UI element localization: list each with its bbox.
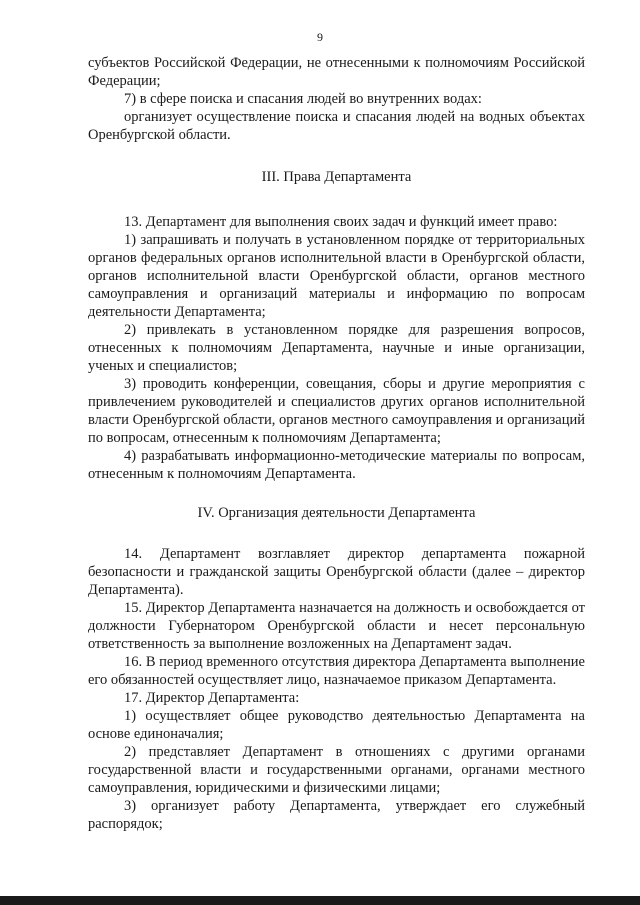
section-heading: III. Права Департамента: [261, 169, 412, 185]
paragraph: 15. Директор Департамента назначается на должность и освобождается от должности Губернатором Оренбургской области и несет персональную ответственность за выполнение возложенных на Департамент задач.: [88, 600, 585, 652]
paragraph: субъектов Российской Федерации, не отнесенными к полномочиям Российской Федерации;: [88, 55, 585, 89]
list-item: 7) в сфере поиска и спасания людей во внутренних водах:: [124, 91, 482, 107]
list-item: 2) представляет Департамент в отношениях с другими органами государственной власти и государственными органами, органами местного самоуправления, юридическими и физическими лицами;: [88, 744, 585, 796]
list-item: 3) проводить конференции, совещания, сборы и другие мероприятия с привлечением руководителей и специалистов других органов исполнительной власти Оренбургской области, органов местного самоуправления и организаций по вопросам, отнесенным к полномочиям Департамента;: [88, 376, 585, 446]
paragraph: организует осуществление поиска и спасания людей на водных объектах Оренбургской области.: [88, 109, 585, 143]
document-body: [88, 54, 585, 833]
section-heading: IV. Организация деятельности Департамента: [197, 505, 476, 521]
list-item: 1) осуществляет общее руководство деятельностью Департамента на основе единоначалия;: [88, 708, 585, 742]
paragraph: 17. Директор Департамента:: [124, 690, 300, 706]
list-item: 2) привлекать в установленном порядке для разрешения вопросов, отнесенных к полномочиям Департамента, научные и иные организации, ученых и специалистов;: [88, 322, 585, 374]
paragraph: 16. В период временного отсутствия директора Департамента выполнение его обязанностей осуществляет лицо, назначаемое приказом Департамента.: [88, 654, 585, 688]
page-number: 9: [317, 30, 323, 44]
paragraph: 14. Департамент возглавляет директор департамента пожарной безопасности и гражданской защиты Оренбургской области (далее – директор Департамента).: [88, 546, 585, 598]
list-item: 1) запрашивать и получать в установленном порядке от территориальных органов федеральных органов исполнительной власти в Оренбургской области, органов исполнительной власти Оренбургской области, органов местного самоуправления и организаций материалы и информацию по вопросам деятельности Департамента;: [88, 232, 585, 320]
paragraph: 13. Департамент для выполнения своих задач и функций имеет право:: [124, 214, 558, 230]
list-item: 3) организует работу Департамента, утверждает его служебный распорядок;: [88, 798, 585, 832]
list-item: 4) разрабатывать информационно-методические материалы по вопросам, отнесенным к полномочиям Департамента.: [88, 448, 585, 482]
scan-edge-bar: [0, 896, 640, 905]
